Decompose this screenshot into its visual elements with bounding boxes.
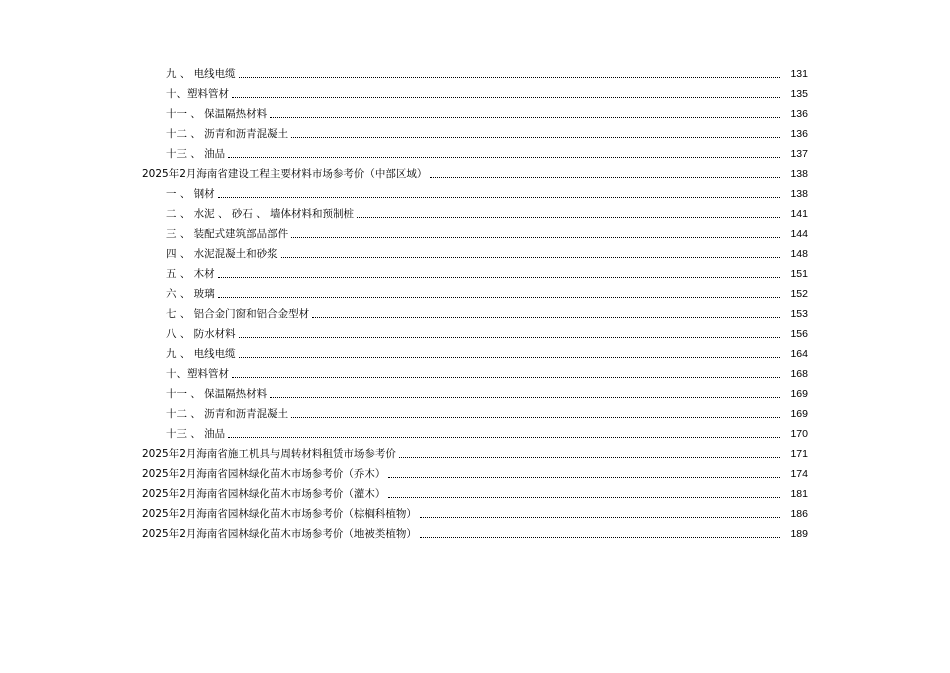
toc-entry-label: 十二 、 沥青和沥青混凝土 xyxy=(166,128,289,140)
toc-entry[interactable] xyxy=(0,144,950,164)
toc-section-heading[interactable] xyxy=(0,464,950,484)
dot-leader xyxy=(388,476,780,478)
toc-entry-label: 十三 、 油品 xyxy=(166,148,226,160)
dot-leader xyxy=(399,456,780,458)
toc-entry-page-number: 151 xyxy=(790,268,808,280)
toc-entry[interactable] xyxy=(0,124,950,144)
toc-entry-page-number: 138 xyxy=(790,188,808,200)
toc-entry-page-number: 156 xyxy=(790,328,808,340)
toc-entry-page-number: 138 xyxy=(790,168,808,180)
toc-entry-label: 九 、 电线电缆 xyxy=(166,348,236,360)
toc-entry[interactable] xyxy=(0,224,950,244)
toc-entry-page-number: 131 xyxy=(790,68,808,80)
dot-leader xyxy=(312,316,780,318)
toc-entry-page-number: 169 xyxy=(790,388,808,400)
toc-entry-page-number: 186 xyxy=(790,508,808,520)
toc-entry-page-number: 171 xyxy=(790,448,808,460)
toc-entry-page-number: 153 xyxy=(790,308,808,320)
toc-entry-page-number: 136 xyxy=(790,108,808,120)
toc-entry[interactable] xyxy=(0,344,950,364)
toc-entry[interactable] xyxy=(0,324,950,344)
toc-entry[interactable] xyxy=(0,264,950,284)
table-of-contents xyxy=(0,64,950,544)
toc-entry-label: 2025年2月海南省园林绿化苗木市场参考价（地被类植物） xyxy=(142,528,417,540)
toc-entry-page-number: 144 xyxy=(790,228,808,240)
toc-entry[interactable] xyxy=(0,84,950,104)
toc-entry-label: 2025年2月海南省园林绿化苗木市场参考价（灌木） xyxy=(142,488,386,500)
toc-entry-label: 八 、 防水材料 xyxy=(166,328,236,340)
dot-leader xyxy=(430,176,780,178)
dot-leader xyxy=(218,296,780,298)
toc-entry-page-number: 168 xyxy=(790,368,808,380)
toc-entry-page-number: 181 xyxy=(790,488,808,500)
dot-leader xyxy=(420,516,780,518)
toc-entry-label: 六 、 玻璃 xyxy=(166,288,215,300)
toc-entry[interactable] xyxy=(0,364,950,384)
toc-entry-page-number: 141 xyxy=(790,208,808,220)
toc-entry-label: 一 、 钢材 xyxy=(166,188,215,200)
toc-entry-page-number: 164 xyxy=(790,348,808,360)
toc-section-heading[interactable] xyxy=(0,484,950,504)
toc-entry-label: 九 、 电线电缆 xyxy=(166,68,236,80)
dot-leader xyxy=(228,156,780,158)
toc-entry-page-number: 137 xyxy=(790,148,808,160)
dot-leader xyxy=(270,396,780,398)
toc-section-heading[interactable] xyxy=(0,524,950,544)
dot-leader xyxy=(291,136,780,138)
toc-entry[interactable] xyxy=(0,384,950,404)
toc-entry[interactable] xyxy=(0,404,950,424)
toc-entry-label: 2025年2月海南省施工机具与周转材料租赁市场参考价 xyxy=(142,448,396,460)
dot-leader xyxy=(218,196,780,198)
toc-entry-page-number: 135 xyxy=(790,88,808,100)
dot-leader xyxy=(388,496,780,498)
dot-leader xyxy=(218,276,780,278)
toc-section-heading[interactable] xyxy=(0,164,950,184)
toc-entry-page-number: 170 xyxy=(790,428,808,440)
toc-entry-label: 七 、 铝合金门窗和铝合金型材 xyxy=(166,308,310,320)
toc-entry-page-number: 148 xyxy=(790,248,808,260)
toc-entry[interactable] xyxy=(0,64,950,84)
toc-entry[interactable] xyxy=(0,204,950,224)
toc-entry-label: 2025年2月海南省园林绿化苗木市场参考价（棕榈科植物） xyxy=(142,508,417,520)
toc-entry-page-number: 189 xyxy=(790,528,808,540)
toc-section-heading[interactable] xyxy=(0,504,950,524)
toc-entry[interactable] xyxy=(0,284,950,304)
toc-entry-page-number: 152 xyxy=(790,288,808,300)
toc-entry-page-number: 136 xyxy=(790,128,808,140)
dot-leader xyxy=(232,376,780,378)
toc-entry-label: 十、塑料管材 xyxy=(166,88,229,100)
toc-entry-label: 十一 、 保温隔热材料 xyxy=(166,388,268,400)
dot-leader xyxy=(239,76,780,78)
toc-section-heading[interactable] xyxy=(0,444,950,464)
toc-entry-label: 二 、 水泥 、 砂石 、 墙体材料和预制桩 xyxy=(166,208,355,220)
dot-leader xyxy=(239,356,780,358)
toc-entry[interactable] xyxy=(0,104,950,124)
toc-entry-label: 十二 、 沥青和沥青混凝土 xyxy=(166,408,289,420)
toc-entry-label: 十一 、 保温隔热材料 xyxy=(166,108,268,120)
dot-leader xyxy=(232,96,780,98)
toc-entry-label: 四 、 水泥混凝土和砂浆 xyxy=(166,248,278,260)
toc-entry[interactable] xyxy=(0,184,950,204)
dot-leader xyxy=(270,116,780,118)
dot-leader xyxy=(281,256,780,258)
toc-entry-label: 2025年2月海南省园林绿化苗木市场参考价（乔木） xyxy=(142,468,386,480)
dot-leader xyxy=(291,416,780,418)
toc-entry[interactable] xyxy=(0,304,950,324)
dot-leader xyxy=(291,236,780,238)
dot-leader xyxy=(239,336,780,338)
toc-entry[interactable] xyxy=(0,424,950,444)
toc-entry-label: 2025年2月海南省建设工程主要材料市场参考价（中部区域） xyxy=(142,168,428,180)
dot-leader xyxy=(420,536,780,538)
toc-entry-page-number: 169 xyxy=(790,408,808,420)
toc-entry-label: 十三 、 油品 xyxy=(166,428,226,440)
toc-entry-label: 三 、 装配式建筑部品部件 xyxy=(166,228,289,240)
toc-entry-label: 五 、 木材 xyxy=(166,268,215,280)
toc-entry[interactable] xyxy=(0,244,950,264)
toc-entry-page-number: 174 xyxy=(790,468,808,480)
dot-leader xyxy=(357,216,780,218)
dot-leader xyxy=(228,436,780,438)
toc-entry-label: 十、塑料管材 xyxy=(166,368,229,380)
